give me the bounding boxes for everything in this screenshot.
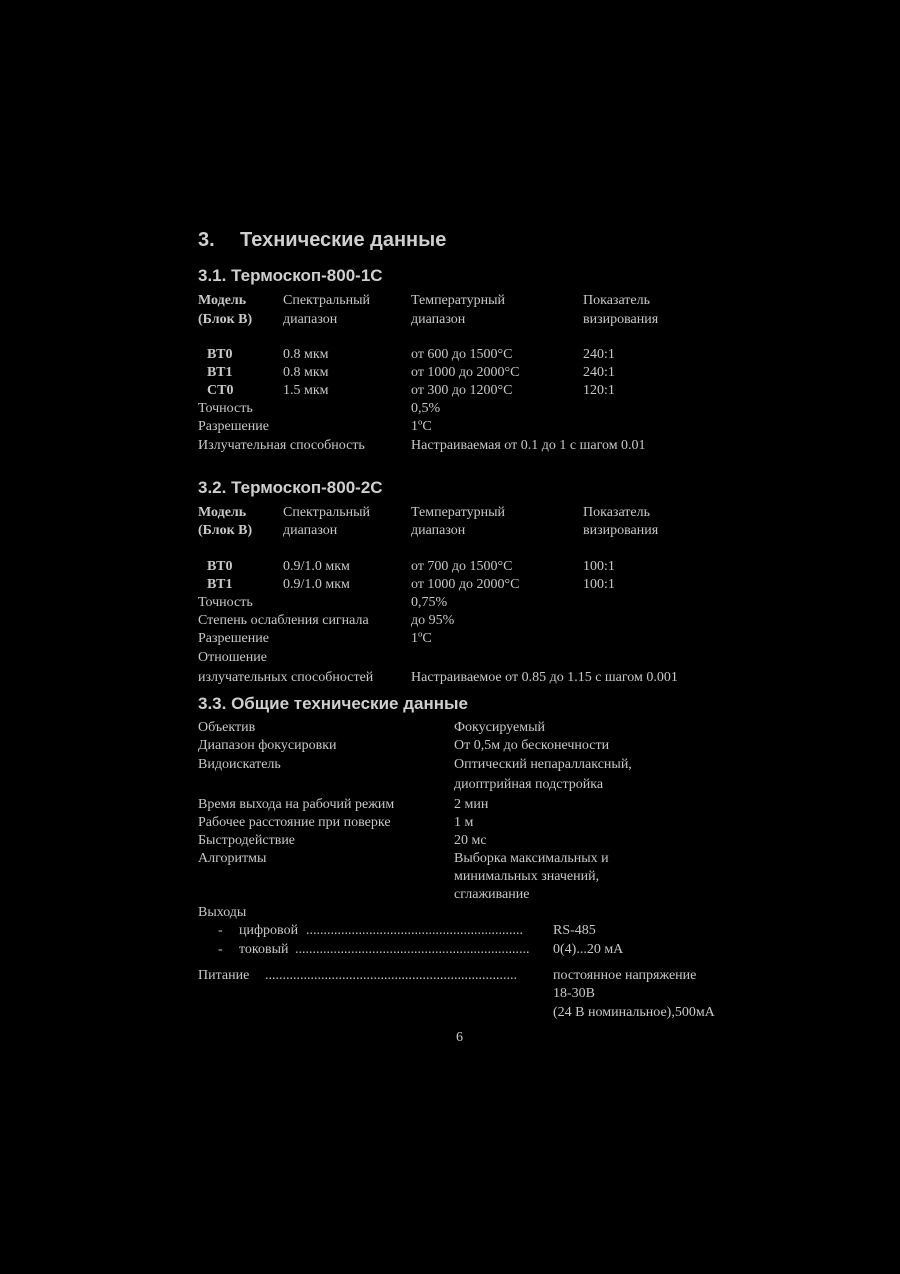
header-model: Модель: [198, 505, 247, 520]
row-temp: от 600 до 1500°С: [411, 347, 513, 362]
output-label: токовый: [239, 942, 289, 957]
header-ratio: Показатель: [583, 293, 650, 308]
param-label: Излучательная способность: [198, 438, 365, 453]
header-spectral: Спектральный: [283, 293, 371, 308]
power-value: (24 В номинальное),500мА: [553, 1005, 715, 1020]
row-ratio: 240:1: [583, 365, 615, 380]
header-ratio-sub: визирования: [583, 312, 659, 327]
power-value: 18-30В: [553, 986, 595, 1001]
outputs-label: Выходы: [198, 905, 247, 920]
param-value: 1ºС: [411, 631, 432, 646]
row-ratio: 120:1: [583, 383, 615, 398]
param-value: От 0,5м до бесконечности: [454, 738, 610, 753]
param-label: Разрешение: [198, 419, 269, 434]
param-label: Время выхода на рабочий режим: [198, 797, 395, 812]
subsection-title-3-2: 3.2. Термоскоп-800-2С: [198, 478, 383, 497]
page-number: 6: [456, 1030, 463, 1045]
power-dots: ........................................................................: [265, 968, 517, 983]
param-label: Объектив: [198, 720, 256, 735]
param-value: 2 мин: [454, 797, 489, 812]
output-dash: -: [218, 942, 223, 957]
param-label: Быстродействие: [198, 833, 296, 848]
row-temp: от 300 до 1200°С: [411, 383, 513, 398]
param-label: излучательных способностей: [198, 670, 374, 685]
section-title: Технические данные: [240, 229, 447, 251]
subsection-title-3-3: 3.3. Общие технические данные: [198, 694, 468, 713]
row-model: ВТ0: [207, 559, 233, 574]
header-model: Модель: [198, 293, 247, 308]
header-temp-sub: диапазон: [411, 312, 466, 327]
power-label: Питание: [198, 968, 250, 983]
header-model-sub: (Блок В): [198, 312, 253, 327]
row-model: ВТ0: [207, 347, 233, 362]
param-value: 1 м: [454, 815, 474, 830]
header-temp: Температурный: [411, 293, 505, 308]
output-dash: -: [218, 923, 223, 938]
header-temp-sub: диапазон: [411, 523, 466, 538]
param-value: Оптический непараллаксный,: [454, 757, 632, 772]
row-model: СТ0: [207, 383, 234, 398]
row-spectral: 0.8 мкм: [283, 347, 329, 362]
power-value: постоянное напряжение: [553, 968, 697, 983]
param-value: Настраиваемое от 0.85 до 1.15 с шагом 0.001: [411, 670, 678, 685]
param-value: сглаживание: [454, 887, 530, 902]
row-temp: от 700 до 1500°С: [411, 559, 513, 574]
row-model: ВТ1: [207, 365, 233, 380]
row-ratio: 100:1: [583, 559, 615, 574]
param-value: Выборка максимальных и: [454, 851, 609, 866]
section-number: 3.: [198, 229, 215, 251]
row-spectral: 0.9/1.0 мкм: [283, 559, 350, 574]
param-label: Рабочее расстояние при поверке: [198, 815, 391, 830]
param-label: Диапазон фокусировки: [198, 738, 337, 753]
row-temp: от 1000 до 2000°С: [411, 365, 520, 380]
row-spectral: 0.9/1.0 мкм: [283, 577, 350, 592]
header-temp: Температурный: [411, 505, 505, 520]
output-dots: ...................................................................: [295, 942, 530, 957]
param-label: Точность: [198, 595, 253, 610]
param-value: 20 мс: [454, 833, 487, 848]
header-model-sub: (Блок В): [198, 523, 253, 538]
row-spectral: 1.5 мкм: [283, 383, 329, 398]
param-value: Фокусируемый: [454, 720, 545, 735]
row-spectral: 0.8 мкм: [283, 365, 329, 380]
param-value: Настраиваемая от 0.1 до 1 с шагом 0.01: [411, 438, 646, 453]
header-ratio-sub: визирования: [583, 523, 659, 538]
output-label: цифровой: [239, 923, 299, 938]
header-spectral: Спектральный: [283, 505, 371, 520]
param-value: 1ºС: [411, 419, 432, 434]
param-value: 0,5%: [411, 401, 441, 416]
row-ratio: 100:1: [583, 577, 615, 592]
output-dots: ..............................................................: [306, 923, 523, 938]
param-label: Разрешение: [198, 631, 269, 646]
param-label: Отношение: [198, 650, 267, 665]
param-value: диоптрийная подстройка: [454, 777, 604, 792]
row-ratio: 240:1: [583, 347, 615, 362]
param-label: Точность: [198, 401, 253, 416]
param-label: Видоискатель: [198, 757, 281, 772]
param-label: Алгоритмы: [198, 851, 267, 866]
subsection-title-3-1: 3.1. Термоскоп-800-1С: [198, 266, 383, 285]
param-value: до 95%: [411, 613, 455, 628]
header-spectral-sub: диапазон: [283, 523, 338, 538]
output-value: RS-485: [553, 923, 596, 938]
param-label: Степень ослабления сигнала: [198, 613, 369, 628]
header-ratio: Показатель: [583, 505, 650, 520]
param-value: 0,75%: [411, 595, 448, 610]
row-temp: от 1000 до 2000°С: [411, 577, 520, 592]
header-spectral-sub: диапазон: [283, 312, 338, 327]
row-model: ВТ1: [207, 577, 233, 592]
param-value: минимальных значений,: [454, 869, 600, 884]
output-value: 0(4)...20 мА: [553, 942, 624, 957]
